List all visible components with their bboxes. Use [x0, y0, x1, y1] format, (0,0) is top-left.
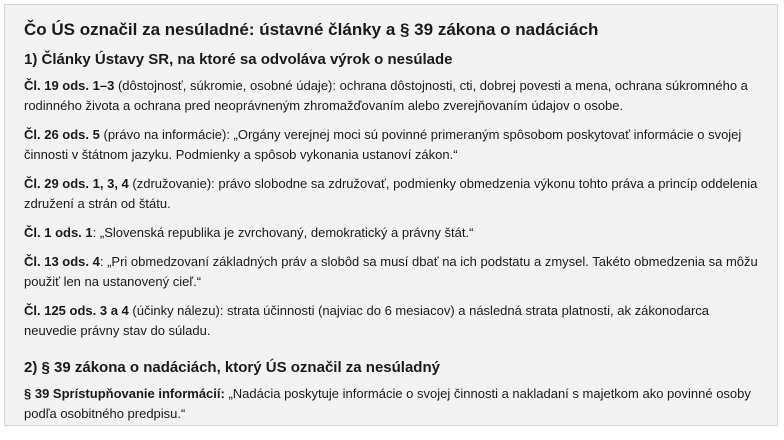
section-heading-foundation-act: 2) § 39 zákona o nadáciách, ktorý ÚS označil za nesúladný: [24, 359, 440, 376]
article-reference: Čl. 29 ods. 1, 3, 4: [24, 176, 129, 191]
article-reference: Čl. 125 ods. 3 a 4: [24, 303, 129, 318]
article-reference: Čl. 19 ods. 1–3: [24, 78, 115, 93]
provision-reference: § 39 Sprístupňovanie informácií:: [24, 386, 225, 401]
article-item: [24, 252, 759, 292]
provision-text: „Nadácia poskytuje informácie o svojej činnosti a nakladaní s majetkom ako povinné osoby podľa osobitného predpisu.“: [24, 386, 751, 421]
article-item: [24, 301, 759, 341]
provision-item: [24, 384, 759, 424]
article-text: (dôstojnosť, súkromie, osobné údaje): ochrana dôstojnosti, cti, dobrej povesti a mena, ochrana súkromného a rodinného života a ochrana pred neoprávneným zhromažďovaním alebo zverejňovaním údajov o osobe.: [24, 78, 748, 113]
article-text: : „Pri obmedzovaní základných práv a slobôd sa musí dbať na ich podstatu a zmysel. Takéto obmedzenia sa môžu použiť len na ustanovený cieľ.“: [24, 254, 758, 289]
article-item: [24, 174, 759, 214]
section-spacer: [24, 350, 759, 358]
article-item: [24, 223, 759, 243]
article-reference: Čl. 1 ods. 1: [24, 225, 93, 240]
article-reference: Čl. 26 ods. 5: [24, 127, 100, 142]
article-reference: Čl. 13 ods. 4: [24, 254, 100, 269]
article-item: [24, 125, 759, 165]
page-title: Čo ÚS označil za nesúladné: ústavné články a § 39 zákona o nadáciách: [24, 20, 599, 39]
article-item: [24, 76, 759, 116]
section-heading-constitution: 1) Články Ústavy SR, na ktoré sa odvoláva výrok o nesúlade: [24, 51, 453, 68]
article-text: (účinky nálezu): strata účinnosti (najviac do 6 mesiacov) a následná strata platnosti, ak zákonodarca neuvedie právny stav do súladu.: [24, 303, 710, 338]
article-text: (právo na informácie): „Orgány verejnej moci sú povinné primeraným spôsobom poskytovať informácie o svojej činnosti v štátnom jazyku. Podmienky a spôsob vykonania ustanoví zákon.“: [24, 127, 742, 162]
article-text: (združovanie): právo slobodne sa združovať, podmienky obmedzenia výkonu tohto práva a princíp oddelenia združení a strán od štátu.: [24, 176, 758, 211]
article-text: : „Slovenská republika je zvrchovaný, demokratický a právny štát.“: [92, 225, 474, 240]
content-panel: [4, 4, 778, 426]
